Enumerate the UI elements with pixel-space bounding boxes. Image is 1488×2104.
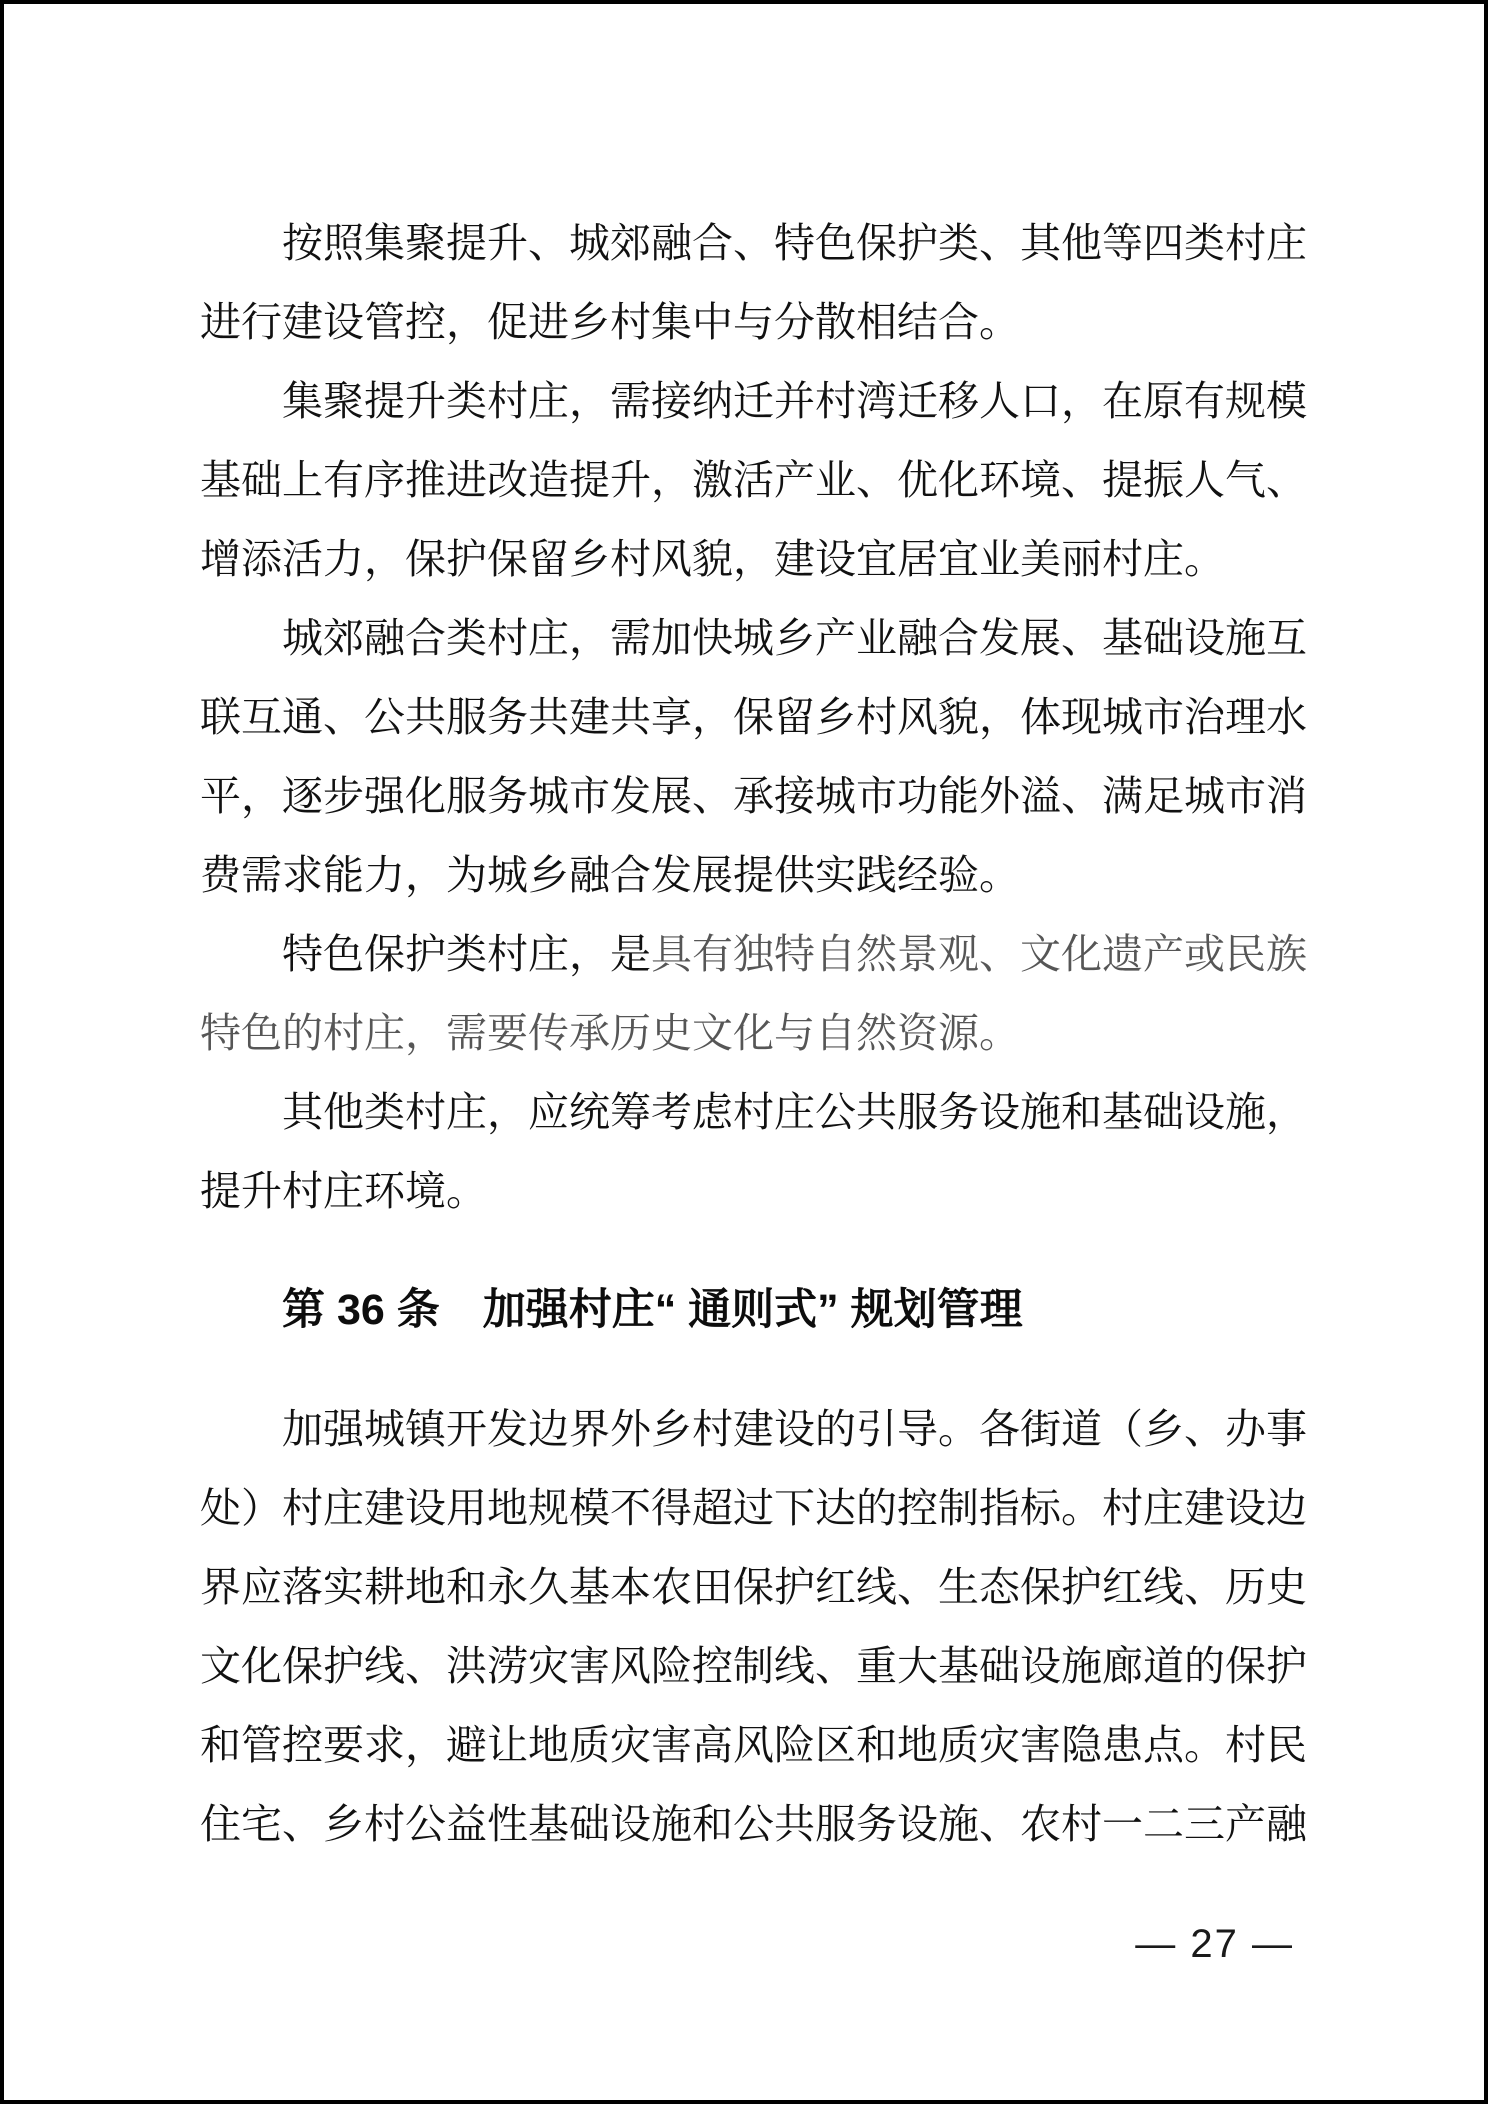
document-content	[200, 204, 1307, 1864]
paragraph-other-villages: 其他类村庄，应统筹考虑村庄公共服务设施和基础设施，提升村庄环境。	[200, 1089, 1307, 1214]
paragraph-special-protection-villages	[200, 915, 1307, 1073]
special-protection-lead-text: 特色保护类村庄，是	[282, 931, 651, 977]
paragraph-suburban-integration-villages: 城郊融合类村庄，需加快城乡产业融合发展、基础设施互联互通、公共服务共建共享，保留乡村风貌，体现城市治理水平，逐步强化服务城市发展、承接城市功能外溢、满足城市消费需求能力，为城乡融合发展提供实践经验。	[200, 615, 1307, 898]
paragraph-article-36-body: 加强城镇开发边界外乡村建设的引导。各街道（乡、办事处）村庄建设用地规模不得超过下达的控制指标。村庄建设边界应落实耕地和永久基本农田保护红线、生态保护红线、历史文化保护线、洪涝灾害风险控制线、重大基础设施廊道的保护和管控要求，避让地质灾害高风险区和地质灾害隐患点。村民住宅、乡村公益性基础设施和公共服务设施、农村一二三产融	[200, 1406, 1307, 1847]
special-protection-muted-text: 具有独特自然景观、文化遗产或民族特色的村庄，需要传承历史文化与自然资源。	[200, 931, 1307, 1056]
paragraph-four-village-types: 按照集聚提升、城郊融合、特色保护类、其他等四类村庄进行建设管控，促进乡村集中与分散相结合。	[200, 220, 1307, 345]
article-36-heading: 第 36 条 加强村庄“ 通则式” 规划管理	[282, 1286, 1023, 1334]
page-number: — 27 —	[1135, 1922, 1294, 1966]
paragraph-cluster-upgrade-villages: 集聚提升类村庄，需接纳迁并村湾迁移人口，在原有规模基础上有序推进改造提升，激活产业、优化环境、提振人气、增添活力，保护保留乡村风貌，建设宜居宜业美丽村庄。	[200, 378, 1307, 582]
